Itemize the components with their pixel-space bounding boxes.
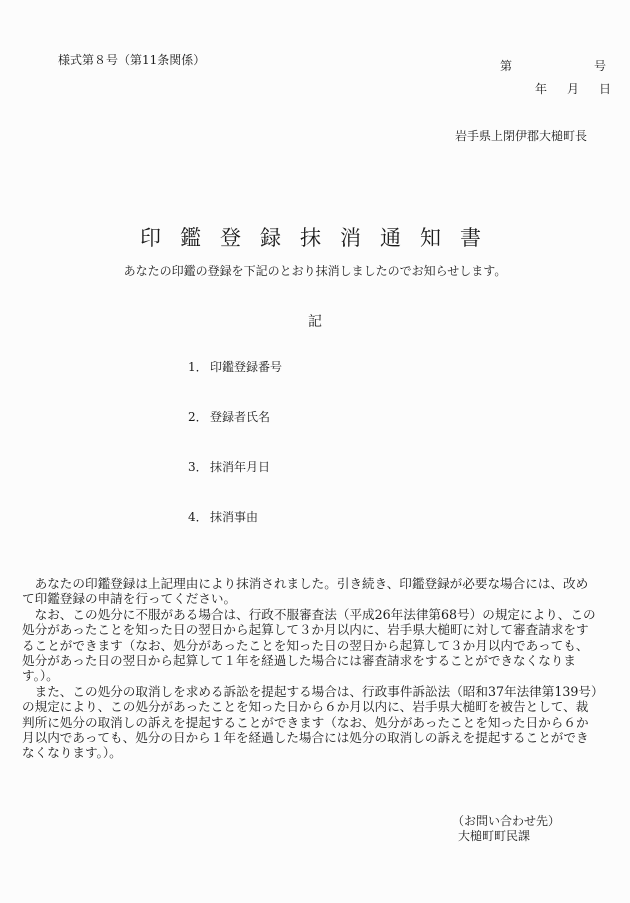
item-seal-registration-number [188, 358, 282, 375]
item-cancellation-date [188, 458, 270, 475]
contact-department: 大槌町町民課 [458, 829, 531, 843]
document-number-suffix: 号 [593, 59, 606, 73]
body-line: 判所に処分の取消しの訴えを提起することができます（なお、処分があったことを知った日から６か [22, 714, 589, 730]
document-number-prefix: 第 [500, 59, 513, 73]
item-number: 2． [188, 410, 208, 424]
item-registrant-name [188, 408, 270, 425]
item-number: 3． [188, 460, 208, 474]
item-label: 印鑑登録番号 [210, 360, 283, 374]
date-day: 日 [599, 82, 612, 96]
form-number: 様式第８号（第11条関係） [58, 53, 206, 67]
body-line: 処分があったことを知った日の翌日から起算して３か月以内に、岩手県大槌町に対して審査請求をす [22, 622, 589, 638]
item-cancellation-reason [188, 508, 258, 525]
body-line: 処分があった日の翌日から起算して１年を経過した場合には審査請求をすることができなくなりま [22, 652, 576, 668]
body-line: また、この処分の取消しを求める訴訟を提起する場合は、行政事件訴訟法（昭和37年法律第139号） [22, 683, 604, 699]
contact-info [452, 814, 560, 844]
body-line: の規定により、この処分があったことを知った日から６か月以内に、岩手県大槌町を被告として、裁 [22, 699, 589, 715]
body-line: なお、この処分に不服がある場合は、行政不服審査法（平成26年法律第68号）の規定により、この [22, 606, 596, 622]
body-line: ることができます（なお、処分があったことを知った日の翌日から起算して３か月以内であっても、 [22, 637, 589, 653]
body-line: 月以内であっても、処分の日から１年を経過した場合には処分の取消しの訴えを提起することができ [22, 729, 589, 745]
body-line: す。）。 [22, 668, 59, 684]
document-number [500, 57, 606, 74]
document-title: 印鑑登録抹消通知書 [140, 226, 500, 250]
item-number: 4． [188, 510, 208, 524]
notice-body [22, 576, 604, 761]
document-date [535, 80, 611, 97]
intro-text: あなたの印鑑の登録を下記のとおり抹消しましたのでお知らせします。 [123, 264, 507, 278]
item-label: 登録者氏名 [210, 410, 271, 424]
item-label: 抹消年月日 [210, 460, 271, 474]
date-year: 年 [535, 82, 548, 96]
body-line: なくなります。）。 [22, 745, 122, 761]
item-number: 1． [188, 360, 208, 374]
ki-heading: 記 [308, 314, 322, 330]
issuer: 岩手県上閉伊郡大槌町長 [455, 129, 588, 143]
contact-label: （お問い合わせ先） [452, 814, 561, 828]
date-month: 月 [567, 82, 580, 96]
body-line: て印鑑登録の申請を行ってください。 [22, 591, 237, 607]
item-label: 抹消事由 [210, 510, 259, 524]
body-line: あなたの印鑑登録は上記理由により抹消されました。引き続き、印鑑登録が必要な場合には、改め [22, 576, 589, 591]
